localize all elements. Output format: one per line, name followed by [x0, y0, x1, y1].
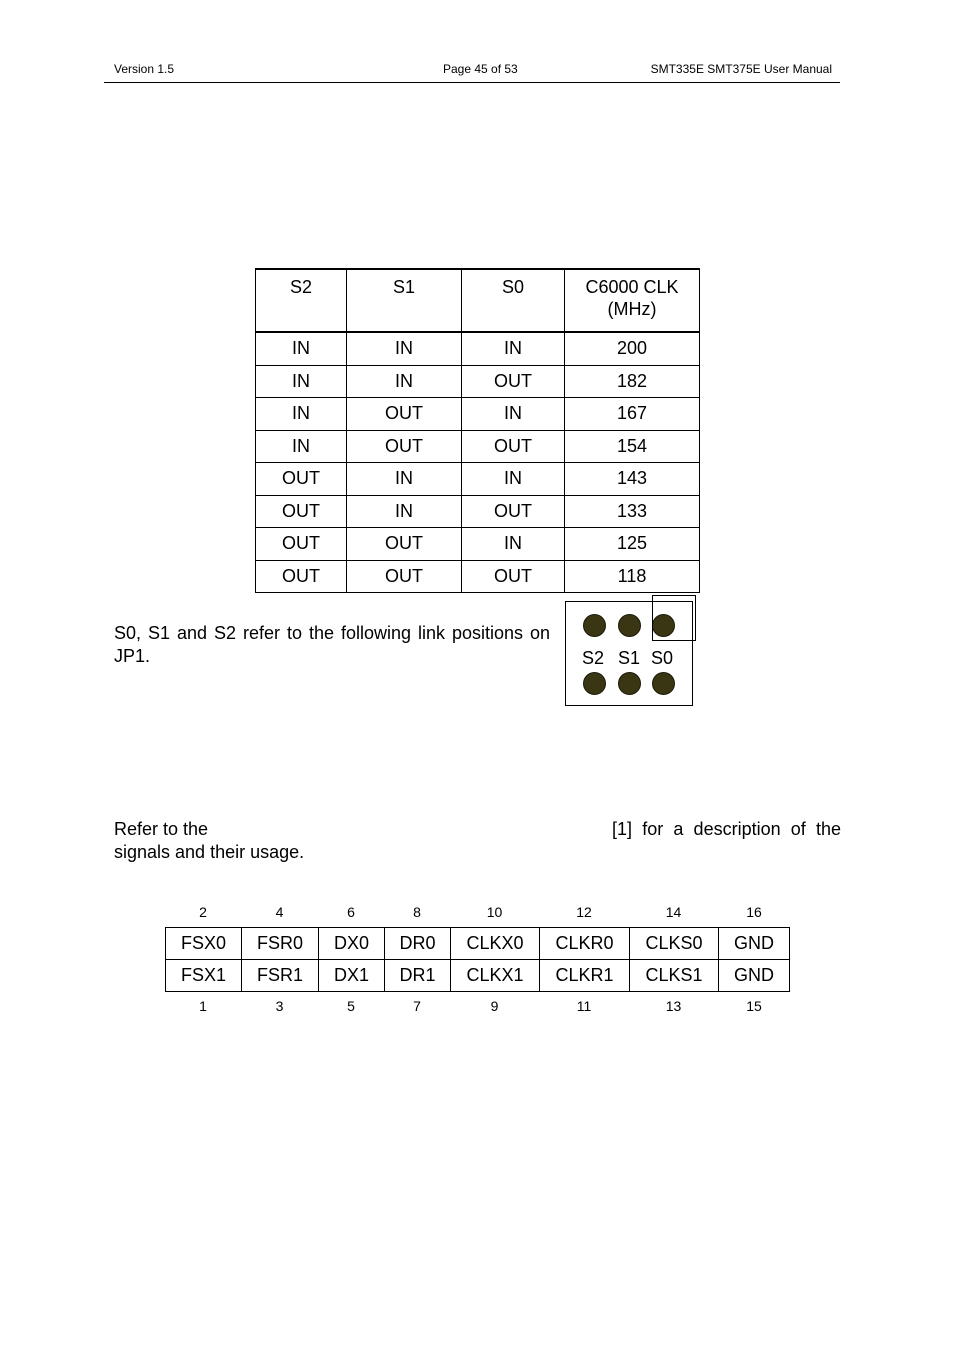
table-row [256, 332, 700, 365]
jp1-diagram [565, 601, 693, 706]
cell: 154 [565, 430, 700, 463]
table-row [256, 463, 700, 496]
table-row [256, 560, 700, 593]
table-header-row [256, 269, 700, 332]
cell: IN [462, 332, 565, 365]
pin-cell: FSX1 [166, 960, 242, 992]
pin-number: 7 [413, 998, 421, 1014]
pin-cell: DX1 [319, 960, 385, 992]
refer-paragraph-end: [1] for a description of the [612, 819, 841, 839]
jp1-label-s2: S2 [582, 648, 605, 668]
header-clk-line2: (MHz) [607, 299, 657, 319]
pin-number: 5 [347, 998, 355, 1014]
pin-number: 6 [347, 904, 355, 920]
pin-cell: DR1 [385, 960, 451, 992]
header-s0: S0 [462, 269, 565, 332]
pin-number: 10 [486, 904, 503, 920]
cell: 182 [565, 365, 700, 398]
cell: IN [256, 365, 347, 398]
cell: IN [347, 332, 462, 365]
refer-paragraph-start: Refer to the [114, 819, 209, 839]
pin-number: 3 [275, 998, 284, 1014]
pin-number: 12 [576, 904, 592, 920]
clock-setting-table [255, 268, 700, 593]
cell: IN [462, 463, 565, 496]
pin-number: 2 [199, 904, 207, 920]
cell: OUT [347, 430, 462, 463]
link-jumper [652, 595, 696, 641]
pin-number: 9 [490, 998, 499, 1014]
cell: OUT [347, 528, 462, 561]
pin-number: 16 [746, 904, 762, 920]
cell: 133 [565, 495, 700, 528]
refer-paragraph-line2: signals and their usage. [114, 842, 305, 862]
table-row [166, 928, 790, 960]
pin-cell: FSX0 [166, 928, 242, 960]
jp1-label-s1: S1 [618, 648, 641, 668]
pin-cell: DR0 [385, 928, 451, 960]
cell: IN [256, 430, 347, 463]
table-row [256, 430, 700, 463]
pin-cell: FSR1 [242, 960, 319, 992]
pin-number: 8 [413, 904, 421, 920]
cell: IN [347, 365, 462, 398]
version-label: Version 1.5 [114, 62, 175, 76]
cell: 125 [565, 528, 700, 561]
cell: IN [462, 398, 565, 431]
cell: IN [256, 332, 347, 365]
pin-number: 4 [275, 904, 284, 920]
cell: OUT [256, 560, 347, 593]
cell: IN [462, 528, 565, 561]
pin-cell: CLKX1 [451, 960, 540, 992]
manual-title: SMT335E SMT375E User Manual [650, 62, 832, 76]
cell: IN [347, 463, 462, 496]
jp1-pin [583, 672, 606, 695]
pin-cell: CLKR0 [540, 928, 630, 960]
jp1-pin [652, 672, 675, 695]
table-row [256, 528, 700, 561]
cell: 143 [565, 463, 700, 496]
cell: OUT [462, 495, 565, 528]
pin-cell: GND [719, 928, 790, 960]
pin-number: 1 [199, 998, 207, 1014]
jp1-pin [583, 614, 606, 637]
pin-number: 14 [665, 904, 682, 920]
table-row [256, 398, 700, 431]
cell: OUT [462, 560, 565, 593]
header-s2: S2 [256, 269, 347, 332]
cell: OUT [256, 528, 347, 561]
connector-pin-table [165, 927, 790, 992]
cell: OUT [256, 495, 347, 528]
pin-number: 15 [746, 998, 762, 1014]
pin-cell: CLKS1 [630, 960, 719, 992]
table-row [256, 495, 700, 528]
jp1-label-s0: S0 [651, 648, 674, 668]
pin-cell: DX0 [319, 928, 385, 960]
cell: OUT [462, 430, 565, 463]
table-row [256, 365, 700, 398]
page-header [104, 62, 840, 83]
pin-cell: FSR0 [242, 928, 319, 960]
pin-cell: CLKS0 [630, 928, 719, 960]
cell: 167 [565, 398, 700, 431]
link-positions-paragraph: S0, S1 and S2 refer to the following link positions on JP1. [114, 623, 550, 666]
cell: 200 [565, 332, 700, 365]
pin-number: 13 [665, 998, 682, 1014]
cell: OUT [347, 560, 462, 593]
jp1-pin [618, 614, 641, 637]
pin-cell: CLKR1 [540, 960, 630, 992]
cell: IN [256, 398, 347, 431]
jp1-pin [618, 672, 641, 695]
page-number: Page 45 of 53 [443, 62, 518, 76]
table-row [166, 960, 790, 992]
header-s1: S1 [347, 269, 462, 332]
cell: OUT [462, 365, 565, 398]
pin-cell: GND [719, 960, 790, 992]
cell: 118 [565, 560, 700, 593]
header-clk-line1: C6000 CLK [585, 277, 679, 297]
cell: IN [347, 495, 462, 528]
header-clk [565, 269, 700, 332]
cell: OUT [347, 398, 462, 431]
pin-number: 11 [576, 998, 592, 1014]
cell: OUT [256, 463, 347, 496]
pin-cell: CLKX0 [451, 928, 540, 960]
